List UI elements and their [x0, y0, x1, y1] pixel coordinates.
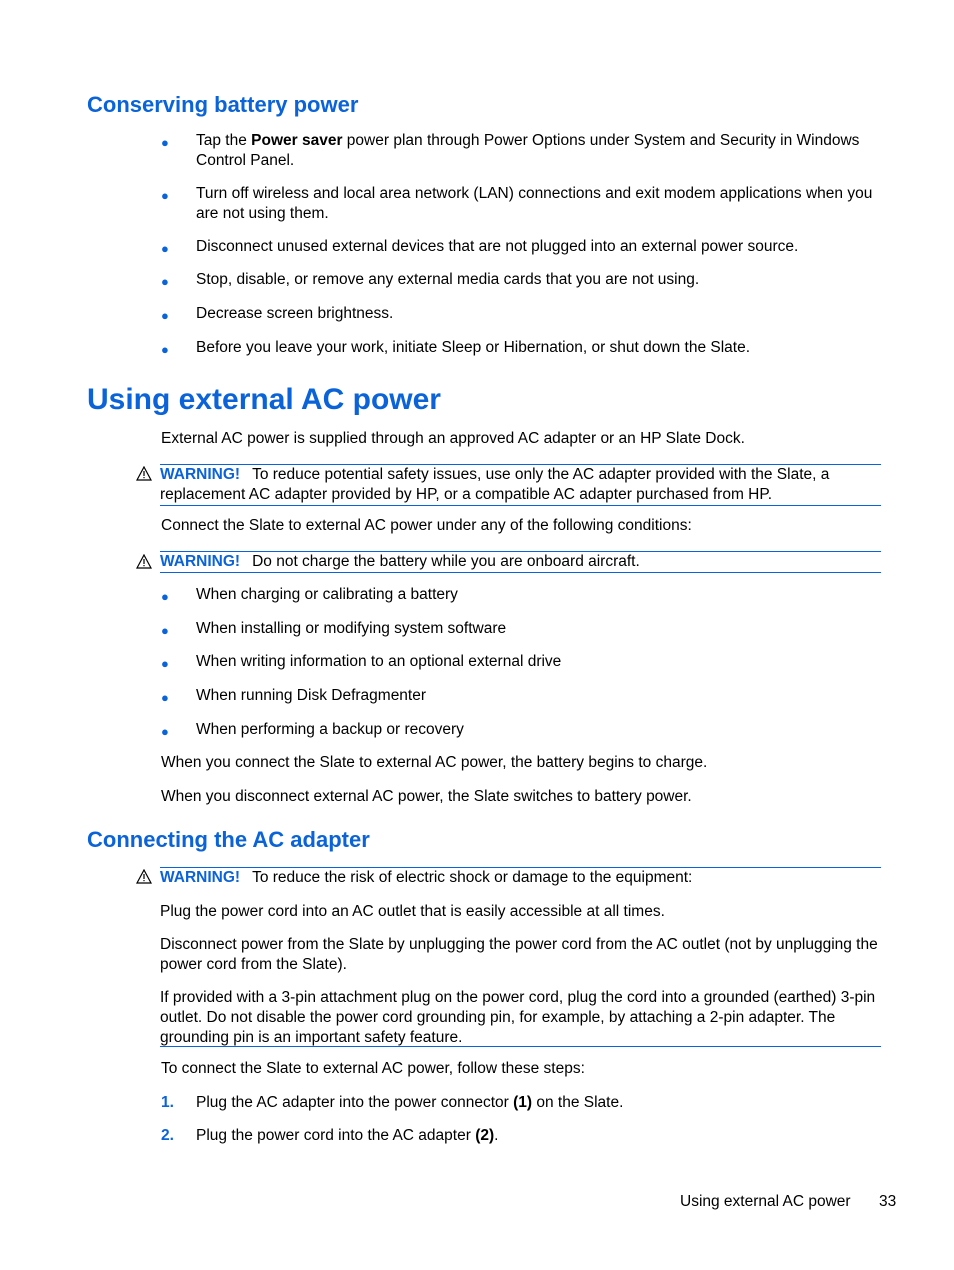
bullet-icon: ● — [161, 623, 169, 638]
bullet-icon: ● — [161, 135, 169, 150]
warning-text: Do not charge the battery while you are onboard aircraft. — [252, 553, 640, 570]
bullet-icon: ● — [161, 241, 169, 256]
heading-connecting-ac-adapter: Connecting the AC adapter — [87, 827, 370, 852]
step-text: Plug the power cord into the AC adapter — [196, 1127, 476, 1144]
intro-paragraph: External AC power is supplied through an approved AC adapter or an HP Slate Dock. — [161, 430, 745, 447]
bullet-icon: ● — [161, 188, 169, 203]
list-item: When performing a backup or recovery — [196, 721, 464, 738]
warning-label: WARNING! — [160, 553, 241, 570]
step-number: 2. — [161, 1127, 174, 1144]
step-text: on the Slate. — [532, 1094, 624, 1111]
step-number: 1. — [161, 1094, 174, 1111]
charge-paragraph: When you connect the Slate to external AC power, the battery begins to charge. — [161, 754, 708, 771]
list-item: When charging or calibrating a battery — [196, 586, 458, 603]
warning-text: To reduce the risk of electric shock or damage to the equipment: — [252, 869, 693, 886]
connect-conditions-paragraph: Connect the Slate to external AC power under any of the following conditions: — [161, 517, 692, 534]
heading-using-external-ac-power: Using external AC power — [87, 383, 441, 416]
step-text: . — [494, 1127, 499, 1144]
list-item: Before you leave your work, initiate Sleep or Hibernation, or shut down the Slate. — [196, 339, 751, 356]
bullet-icon: ● — [161, 724, 169, 739]
warning-box — [160, 867, 881, 1047]
list-item-bold: Power saver — [251, 132, 343, 149]
bullet-icon: ● — [161, 656, 169, 671]
list-item — [196, 131, 886, 171]
list-item: When running Disk Defragmenter — [196, 687, 427, 704]
warning-label: WARNING! — [160, 466, 241, 483]
bullet-icon: ● — [161, 308, 169, 323]
warning-paragraph: If provided with a 3-pin attachment plug on the power cord, plug the cord into a grounded (earthed) 3-pin outlet. Do not disable the power cord grounding pin, for example, by attaching a 2-pin adapter. The grounding pin is an important safety feature. — [160, 989, 876, 1046]
warning-label: WARNING! — [160, 869, 241, 886]
list-item: Decrease screen brightness. — [196, 305, 394, 322]
warning-triangle-icon — [136, 466, 152, 481]
list-item: When writing information to an optional external drive — [196, 653, 562, 670]
bullet-icon: ● — [161, 589, 169, 604]
bullet-icon: ● — [161, 690, 169, 705]
step-bold: (1) — [513, 1094, 533, 1111]
list-item — [196, 1093, 886, 1113]
warning-box — [160, 464, 881, 506]
list-item: Turn off wireless and local area network (LAN) connections and exit modem applications when you are not using them. — [196, 185, 873, 222]
warning-triangle-icon — [136, 554, 152, 569]
step-text: Plug the AC adapter into the power connector — [196, 1094, 514, 1111]
list-item: Disconnect unused external devices that are not plugged into an external power source. — [196, 238, 799, 255]
list-item — [196, 1126, 886, 1146]
disconnect-paragraph: When you disconnect external AC power, the Slate switches to battery power. — [161, 788, 692, 805]
page-number: 33 — [879, 1193, 897, 1210]
steps-intro-paragraph: To connect the Slate to external AC power, follow these steps: — [161, 1060, 585, 1077]
warning-header — [160, 868, 692, 888]
list-item-text: Tap the — [196, 132, 252, 149]
warning-triangle-icon — [136, 869, 152, 884]
list-item: Stop, disable, or remove any external media cards that you are not using. — [196, 271, 700, 288]
warning-box — [160, 551, 881, 573]
warning-paragraph: Disconnect power from the Slate by unplugging the power cord from the AC outlet (not by unplugging the power cord from the Slate). — [160, 936, 878, 973]
warning-paragraph: Plug the power cord into an AC outlet that is easily accessible at all times. — [160, 903, 665, 920]
heading-conserving-battery-power: Conserving battery power — [87, 92, 359, 117]
bullet-icon: ● — [161, 274, 169, 289]
bullet-icon: ● — [161, 342, 169, 357]
list-item-text: power plan through Power Options under System and Security in Windows Control Panel. — [196, 132, 860, 169]
footer-title: Using external AC power — [680, 1193, 851, 1210]
warning-text: To reduce potential safety issues, use only the AC adapter provided with the Slate, a replacement AC adapter provided by HP, or a compatible AC adapter purchased from HP. — [160, 466, 830, 503]
list-item: When installing or modifying system software — [196, 620, 507, 637]
step-bold: (2) — [475, 1127, 495, 1144]
